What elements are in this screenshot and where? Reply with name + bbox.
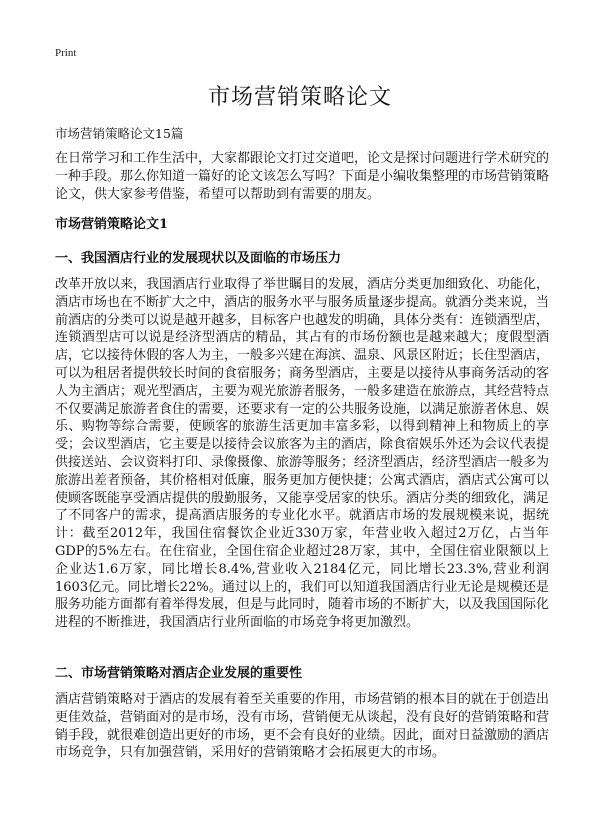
section2-paragraph: 酒店营销策略对于酒店的发展有着至关重要的作用，市场营销的根本目的就在于创造出更佳效益，营销面对的是市场，没有市场，营销便无从谈起，没有良好的营销策略和营销手段，就很难创造出更好的市场，更不会有良好的业绩。因此，面对日益激励的酒店市场竞争，只有加强营销，采用好的营销策略才会拓展更大的市场。 bbox=[55, 692, 550, 761]
intro-paragraph: 在日常学习和工作生活中，大家都跟论文打过交道吧，论文是探讨问题进行学术研究的一种手段。那么你知道一篇好的论文该怎么写吗？下面是小编收集整理的市场营销策略论文，供大家参考借鉴，希望可以帮助到有需要的朋友。 bbox=[55, 151, 550, 202]
section1-paragraph: 改革开放以来，我国酒店行业取得了举世瞩目的发展，酒店分类更加细致化、功能化，酒店市场也在不断扩大之中，酒店的服务水平与服务质量逐步提高。就酒分类来说，当前酒店的分类可以说是越开越多，目标客户也越发的明确，具体分类有：连锁酒型店，连锁酒型店可以说是经济型酒店的精品，其占有的市场份额也是越来越大；度假型酒店，它以接待休假的客人为主，一般多兴建在海滨、温泉、风景区附近；长住型酒店，可以为租居者提供较长时间的食宿服务；商务型酒店，主要是以接待从事商务活动的客人为主酒店；观光型酒店，主要为观光旅游者服务，一般多建造在旅游点，其经营特点不仅要满足旅游者食住的需要，还要求有一定的公共服务设施，以满足旅游者休息、娱乐、购物等综合需要，使顾客的旅游生活更加丰富多彩，以得到精神上和物质上的享受；会议型酒店，它主要是以接待会议旅客为主的酒店，除食宿娱乐外还为会议代表提供接送站、会议资料打印、录像摄像、旅游等服务；经济型酒店，经济型酒店一般多为旅游出差者预备，其价格相对低廉，服务更加方便快捷；公寓式酒店，酒店式公寓可以使顾客既能享受酒店提供的殷勤服务，又能享受居家的快乐。酒店分类的细致化，满足了不同客户的需求，提高酒店服务的专业化水平。就酒店市场的发展规模来说，据统计：截至2012年，我国住宿餐饮企业近330万家，年营业收入超过2万亿，占当年GDP的5%左右。在住宿业，全国住宿企业超过28万家，其中，全国住宿业限额以上企业达1.6万家，同比增长8.4%,营业收入2184亿元，同比增长23.3%,营业利润1603亿元。同比增长22%。通过以上的，我们可以知道我国酒店行业无论是规模还是服务功能方面都有着举得发展，但是与此同时，随着市场的不断扩大，以及我国国际化进程的不断推进，我国酒店行业所面临的市场竞争将更加激烈。 bbox=[55, 277, 550, 631]
print-link[interactable]: Print bbox=[55, 47, 77, 59]
page-title: 市场营销策略论文 bbox=[207, 85, 392, 110]
section1-heading: 一、我国酒店行业的发展现状以及面临的市场压力 bbox=[55, 251, 342, 266]
section2-heading: 二、市场营销策略对酒店企业发展的重要性 bbox=[55, 666, 303, 681]
article-heading: 市场营销策略论文1 bbox=[55, 217, 169, 232]
document-subtitle: 市场营销策略论文15篇 bbox=[55, 126, 184, 141]
